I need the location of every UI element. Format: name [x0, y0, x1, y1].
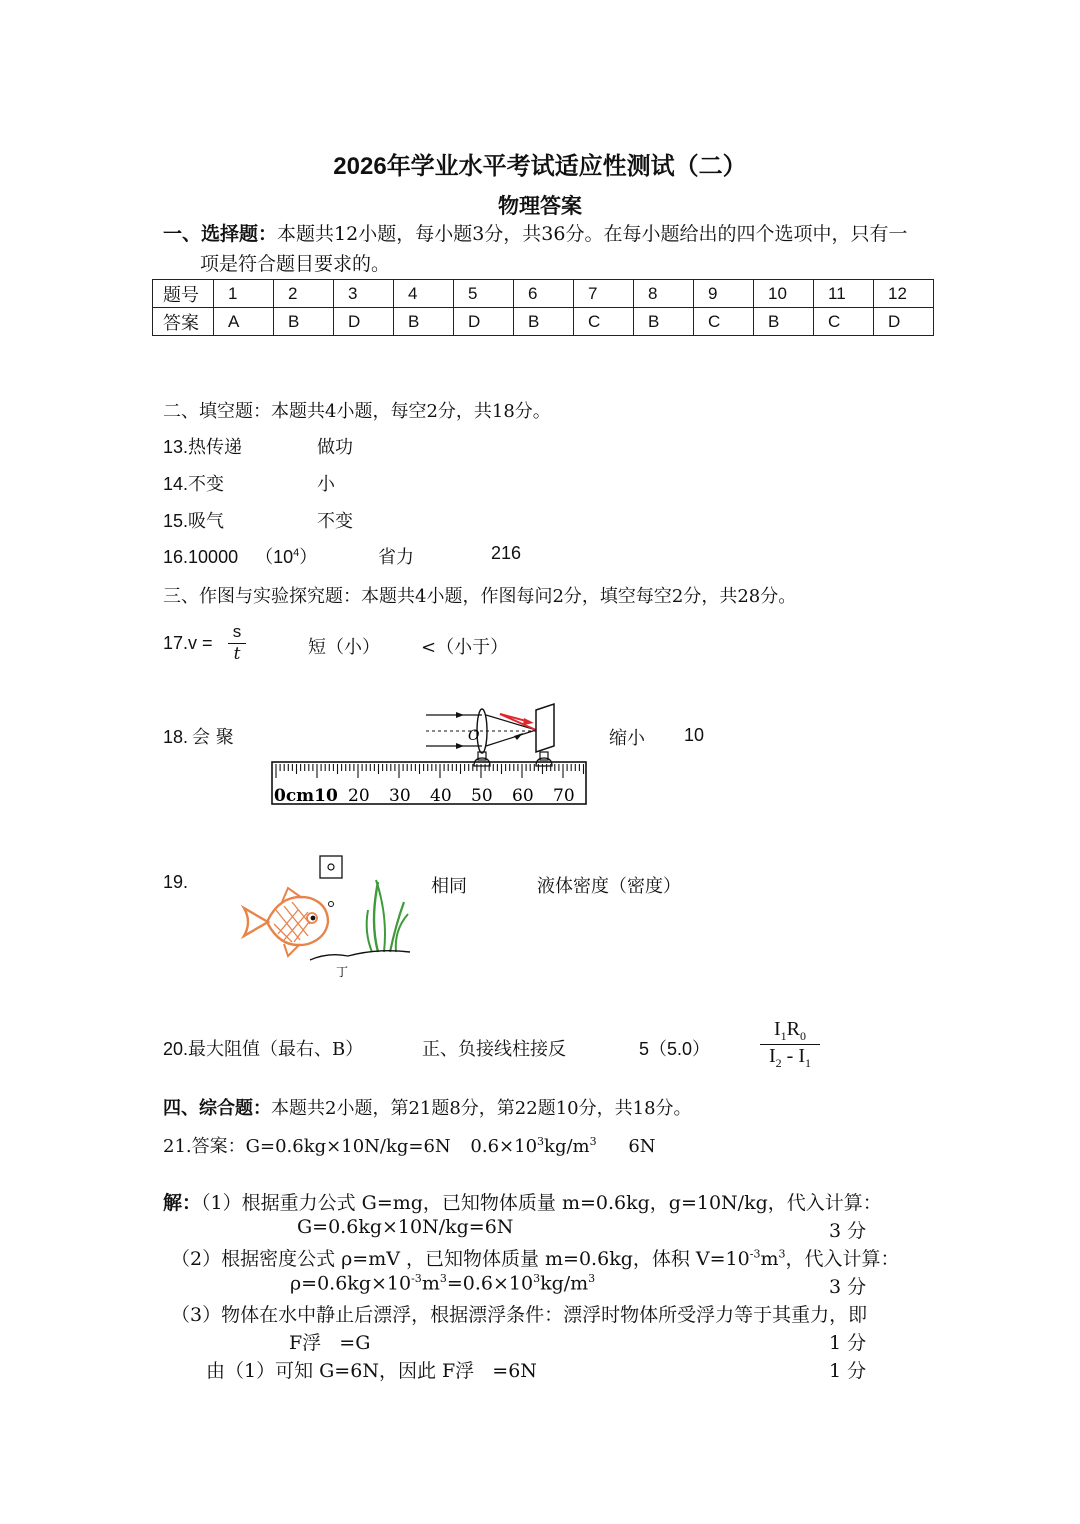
q14-number: 14. [163, 474, 189, 494]
fish-figure [238, 852, 418, 982]
symbol-R: R [786, 1018, 800, 1040]
s2-pre: （2）根据密度公式 ρ=mV ，已知物体质量 m=0.6kg，体积 V=10 [171, 1248, 750, 1270]
q20-answer-b: 正、负接线柱接反 [422, 1039, 566, 1060]
table-cell-number: 5 [454, 280, 514, 308]
section1-text2: 项是符合题目要求的。 [200, 253, 391, 275]
q18-answer-a: 会 聚 [192, 727, 234, 748]
light-screen [536, 704, 554, 752]
q13-answer-b: 做功 [317, 437, 353, 458]
arrow-head [514, 733, 523, 740]
solution-step4-score: 1 分 [829, 1360, 867, 1382]
solution-step3-score: 1 分 [829, 1332, 867, 1354]
q17-row [163, 633, 213, 654]
arrow-head [456, 712, 464, 718]
section1-text1: 本题共12小题，每小题3分，共36分。在每小题给出的四个选项中，只有一 [277, 223, 908, 245]
symbol-I: I [773, 1018, 781, 1040]
solution-step2-eq [290, 1272, 595, 1294]
s2-post: ，代入计算： [785, 1248, 900, 1270]
table-cell-number: 2 [274, 280, 334, 308]
solution-step2 [171, 1244, 900, 1271]
q21-answer-label: 21.答案： [163, 1136, 246, 1157]
ruler-label: 50 [471, 786, 493, 806]
table-cell-answer: B [754, 308, 814, 336]
minus-sign: - [786, 1045, 794, 1067]
table-header-answer: 答案 [153, 308, 214, 336]
table-cell-answer: C [814, 308, 874, 336]
q16-row [163, 543, 317, 569]
page-subtitle: 物理答案 [498, 193, 582, 218]
superscript: 3 [589, 1135, 597, 1148]
arrow-head [456, 743, 464, 749]
solution-step1: （1）根据重力公式 G=mg，已知物体质量 m=0.6kg，g=10N/kg，代入计算： [201, 1192, 882, 1214]
q14-answer-a: 不变 [188, 474, 225, 495]
q13-answer-a: 热传递 [188, 437, 243, 458]
q20-number: 20. [163, 1039, 189, 1059]
section2-line [163, 397, 551, 423]
section3-heading: 三、作图与实验探究题： [163, 586, 361, 607]
superscript: 3 [588, 1272, 596, 1285]
q16-answer-b: 省力 [378, 547, 414, 568]
solution-step3: （3）物体在水中静止后漂浮，根据漂浮条件：漂浮时物体所受浮力等于其重力，即 [171, 1304, 868, 1326]
section1-line1 [163, 219, 907, 246]
q19-answer-b: 液体密度（密度） [537, 876, 681, 897]
subscript: 0 [800, 1029, 806, 1043]
water-grass-icon [367, 880, 408, 952]
q16-answer-alt [255, 547, 317, 567]
q21-answer-p1: G=0.6kg×10N/kg=6N [245, 1136, 451, 1157]
table-cell-answer: D [454, 308, 514, 336]
ruler-label: 60 [512, 786, 534, 806]
q16-alt-exp: 4 [293, 547, 300, 559]
q21-answer-p2 [470, 1136, 596, 1157]
red-arrow-head [523, 718, 534, 725]
table-row-numbers [153, 280, 934, 308]
q13-number: 13. [163, 437, 189, 457]
solution-line1 [163, 1188, 882, 1215]
solution-step2-score: 3 分 [829, 1276, 867, 1298]
fish-icon [244, 888, 328, 956]
q17-number: 17. [163, 633, 189, 653]
solution-step1-eq: G=0.6kg×10N/kg=6N [297, 1216, 514, 1238]
section1-heading: 一、选择题： [163, 223, 278, 245]
q17-answer-b: <（小于） [421, 637, 509, 658]
table-cell-number: 4 [394, 280, 454, 308]
lens-center-label: O [468, 728, 480, 744]
q20-numerator [760, 1018, 820, 1044]
q19-number: 19. [163, 872, 189, 892]
bubble-box [320, 856, 342, 878]
p2-pre: 0.6×10 [470, 1136, 538, 1157]
table-cell-answer: C [694, 308, 754, 336]
q20-row [163, 1035, 363, 1061]
solution-step4: 由（1）可知 G=6N，因此 F浮 =6N [206, 1360, 537, 1382]
q18-number: 18. [163, 727, 189, 747]
q15-answer-a: 吸气 [188, 511, 225, 532]
eq-part: kg/m [540, 1272, 589, 1295]
section4-heading: 四、综合题： [163, 1098, 271, 1119]
ruler-label: 0cm10 [274, 786, 338, 806]
q19-answer-a: 相同 [431, 876, 467, 897]
table-header-number: 题号 [153, 280, 214, 308]
table-cell-number: 8 [634, 280, 694, 308]
table-cell-answer: C [574, 308, 634, 336]
q15-row [163, 507, 224, 533]
eq-part: ρ=0.6kg×10 [290, 1272, 412, 1295]
table-row-answers [153, 308, 934, 336]
eq-part: =0.6×10 [446, 1272, 534, 1295]
q18-answer-c: 10 [684, 725, 705, 745]
superscript: 3 [778, 1247, 786, 1261]
q17-formula-lhs: v = [188, 633, 213, 653]
table-cell-answer: D [334, 308, 394, 336]
subscript: 1 [805, 1056, 811, 1070]
q15-answer-b: 不变 [317, 511, 353, 532]
table-cell-number: 11 [814, 280, 874, 308]
q15-number: 15. [163, 511, 189, 531]
q20-answer-c: 5（5.0） [639, 1039, 711, 1059]
riverbed-line [310, 951, 410, 960]
solution-step3-eq: F浮 =G [289, 1332, 371, 1354]
superscript: 3 [533, 1272, 541, 1285]
q16-answer-c: 216 [491, 543, 522, 563]
symbol-I: I [798, 1045, 805, 1067]
superscript: 3 [537, 1135, 545, 1148]
table-cell-number: 12 [874, 280, 934, 308]
superscript: -3 [749, 1247, 761, 1261]
q20-formula [760, 1018, 820, 1071]
q16-alt-pre: （10 [255, 547, 294, 567]
bubble-icon [328, 864, 334, 870]
table-cell-number: 10 [754, 280, 814, 308]
q17-numerator: s [232, 622, 242, 641]
symbol-I: I [768, 1045, 776, 1067]
q13-row [163, 433, 242, 459]
q14-answer-b: 小 [317, 474, 335, 495]
table-cell-answer: A [214, 308, 274, 336]
q16-alt-post: ） [299, 547, 318, 567]
ruler-label: 40 [430, 786, 452, 806]
solution-step1-score: 3 分 [829, 1220, 867, 1242]
subscript: 1 [780, 1029, 787, 1043]
table-cell-number: 6 [514, 280, 574, 308]
table-cell-number: 1 [214, 280, 274, 308]
q21-answer-p3: 6N [628, 1136, 656, 1157]
bubble-icon [329, 902, 334, 907]
table-cell-number: 3 [334, 280, 394, 308]
q17-denominator: t [233, 644, 241, 664]
subscript: 2 [775, 1056, 782, 1070]
section4-text: 本题共2小题，第21题8分，第22题10分，共18分。 [271, 1098, 692, 1119]
choice-answer-table [152, 279, 934, 336]
ruler-label: 70 [553, 786, 575, 806]
section3-line [163, 582, 796, 608]
superscript: -3 [411, 1272, 422, 1285]
table-cell-number: 7 [574, 280, 634, 308]
q17-fraction [228, 622, 246, 664]
solution-label: 解： [163, 1192, 202, 1214]
q20-answer-a: 最大阻值（最右、B） [188, 1039, 364, 1060]
figure-label: 丁 [336, 965, 349, 979]
section2-heading: 二、填空题： [163, 401, 271, 422]
table-cell-answer: B [514, 308, 574, 336]
eq-part: m [421, 1272, 440, 1295]
section4-line [163, 1094, 692, 1120]
optical-bench-figure [268, 700, 590, 808]
ruler-label: 20 [348, 786, 370, 806]
q18-answer-b: 缩小 [609, 728, 645, 749]
q21-answer-row [163, 1132, 656, 1158]
ruler-label: 30 [389, 786, 411, 806]
q18-row [163, 723, 234, 749]
table-cell-answer: D [874, 308, 934, 336]
table-cell-number: 9 [694, 280, 754, 308]
q17-answer-a: 短（小） [308, 637, 380, 658]
q20-denominator [760, 1045, 820, 1071]
section3-text: 本题共4小题，作图每问2分，填空每空2分，共28分。 [361, 586, 797, 607]
p2-mid: kg/m [544, 1136, 590, 1157]
refracted-ray [486, 730, 536, 746]
table-cell-answer: B [394, 308, 454, 336]
s2-mid: m [760, 1248, 779, 1270]
table-cell-answer: B [274, 308, 334, 336]
section2-text: 本题共4小题，每空2分，共18分。 [271, 401, 551, 422]
q16-answer-a: 10000 [188, 547, 239, 567]
q16-number: 16. [163, 547, 189, 567]
superscript: 3 [439, 1272, 447, 1285]
table-cell-answer: B [634, 308, 694, 336]
q14-row [163, 470, 224, 496]
page-title: 2026年学业水平考试适应性测试（二） [333, 153, 747, 180]
